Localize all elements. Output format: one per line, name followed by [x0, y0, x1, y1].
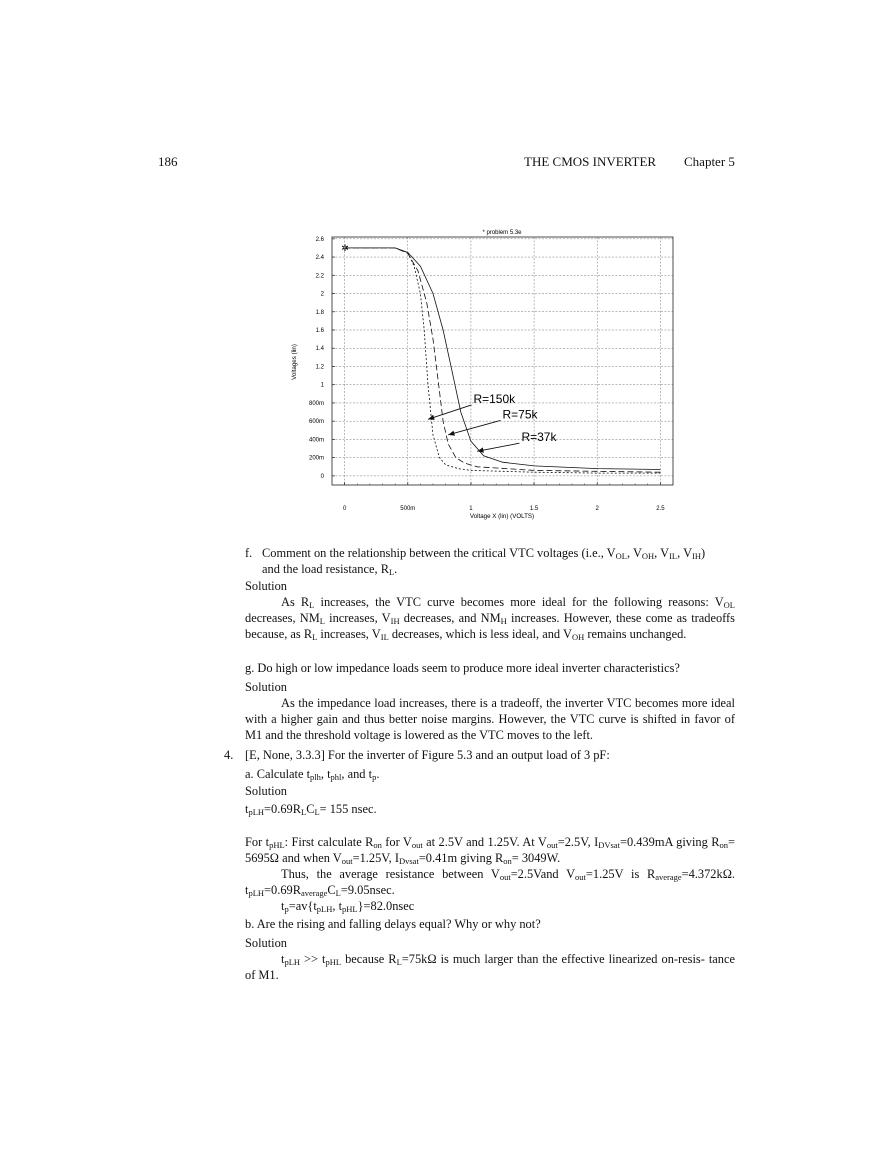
series-line-3	[345, 248, 661, 470]
annotation-arrow-3	[477, 443, 519, 451]
series-line-2	[345, 248, 661, 472]
chapter-label: Chapter 5	[684, 154, 735, 169]
sub: pHL	[325, 957, 342, 967]
tplh-equation	[245, 801, 377, 817]
sub: out	[499, 872, 511, 882]
text: }=82.0nsec	[357, 899, 415, 913]
text: : First calculate R	[284, 835, 374, 849]
text: =75kΩ is much larger than the effective linearized on-resis- tance of M1.	[245, 952, 735, 983]
text: = 155 nsec.	[319, 802, 377, 816]
sub: L	[388, 567, 395, 578]
y-tick-label: 2.2	[315, 273, 324, 280]
page-number: 186	[158, 154, 178, 169]
text: Thus, the average resistance between V	[281, 867, 500, 881]
average-resistance	[245, 866, 735, 898]
text: =0.69R	[264, 802, 301, 816]
text: =0.41m giving R	[418, 851, 504, 866]
text: =9.05nsec.	[340, 883, 395, 898]
sub: L	[309, 600, 315, 610]
text: = 3049W.	[511, 851, 561, 866]
text: For t	[245, 835, 270, 849]
sub: Dvsat	[398, 856, 419, 867]
annotation-arrow-1	[428, 405, 471, 419]
sub: on	[373, 840, 382, 850]
text: a. Calculate t	[245, 767, 311, 781]
problem-4-number: 4.	[224, 748, 234, 762]
solution-heading-3: Solution	[245, 784, 287, 798]
sub: IH	[390, 616, 400, 627]
text: =2.5V, I	[557, 835, 599, 849]
sub: OH	[571, 632, 585, 643]
solution-heading-2: Solution	[245, 680, 287, 694]
sub: p	[284, 904, 289, 914]
sub: out	[546, 840, 558, 850]
text: =2.5Vand V	[510, 867, 576, 881]
text: =0.439mA giving R	[619, 835, 720, 849]
question-f	[245, 545, 735, 577]
text: t	[281, 899, 285, 913]
sub: pHL	[269, 840, 285, 850]
text: .	[394, 562, 398, 577]
running-title: THE CMOS INVERTER	[524, 154, 657, 169]
text: and the load resistance, R	[262, 562, 389, 577]
text: remains unchanged.	[584, 627, 687, 642]
y-tick-label: 200m	[308, 455, 324, 462]
text: increases, V	[324, 611, 391, 626]
text: C	[306, 802, 315, 816]
sub: OH	[641, 551, 655, 561]
text: , V	[626, 546, 642, 560]
sub: p	[372, 772, 377, 782]
annotation-label-1: R=150k	[473, 391, 516, 406]
text: decreases, which is less ideal, and V	[388, 627, 572, 642]
question-g: g. Do high or low impedance loads seem to produce more ideal inverter characteristics?	[245, 661, 680, 675]
sub: pLH	[316, 904, 333, 914]
chart-series	[341, 243, 660, 473]
sub: IL	[669, 551, 678, 561]
sub: on	[719, 840, 728, 850]
sub: IL	[380, 632, 389, 643]
text: >> t	[300, 952, 326, 966]
text: =1.25V, I	[352, 851, 399, 866]
text: =0.69R	[264, 883, 301, 898]
question-b: b. Are the rising and falling delays equal? Why or why not?	[245, 917, 541, 931]
sub: out	[575, 872, 586, 882]
sub: L	[396, 957, 402, 967]
sub: L	[319, 616, 325, 627]
sub: L	[335, 888, 341, 899]
solution-heading-1: Solution	[245, 579, 287, 593]
vtc-chart-svg	[280, 226, 680, 522]
chart-grid	[332, 237, 673, 485]
sub: L	[312, 632, 318, 643]
text: increases, the VTC curve becomes more ideal for the following reasons: V	[314, 595, 724, 609]
sub: pHL	[342, 904, 358, 914]
x-tick-label: 500m	[400, 506, 416, 512]
annotation-arrow-2	[448, 420, 500, 434]
text: increases. However, these come as tradeoffs because, as R	[245, 611, 736, 642]
x-tick-label: 1	[469, 506, 473, 512]
sub: DVsat	[598, 840, 620, 850]
text: =4.372kΩ. t	[245, 867, 736, 898]
text: because R	[341, 952, 397, 966]
tphl-calculation	[245, 834, 735, 866]
tp-equation	[281, 898, 414, 914]
y-tick-label: 0	[320, 473, 324, 480]
chart-ylabel: Voltages (lin)	[291, 344, 298, 380]
annotation-label-3: R=37k	[521, 430, 557, 445]
answer-b	[245, 951, 735, 983]
sub: OL	[723, 600, 735, 610]
y-tick-label: 400m	[308, 437, 324, 444]
text: , t	[332, 899, 343, 913]
y-tick-label: 1.8	[315, 309, 324, 316]
y-tick-label: 1.6	[315, 328, 324, 334]
annotation-label-2: R=75k	[502, 407, 538, 422]
text: , t	[320, 767, 331, 781]
text: = 5695Ω and when V	[245, 835, 735, 866]
text: =av{t	[288, 899, 317, 913]
sub: average	[655, 872, 682, 882]
text: .	[376, 767, 380, 781]
y-tick-label: 600m	[308, 419, 324, 426]
text: decreases, and NM	[399, 611, 501, 626]
text: t	[245, 802, 249, 816]
text: increases, V	[317, 627, 381, 642]
problem-4-text: [E, None, 3.3.3] For the inverter of Figure 5.3 and an output load of 3 pF:	[245, 748, 610, 762]
chart-xlabel: Voltage X (lin) (VOLTS)	[469, 513, 535, 520]
answer-g: As the impedance load increases, there is a tradeoff, the inverter VTC becomes more ideal with a higher gain and thus better noise margins. However, the VTC curve is shifted in favor of M1 and the threshold voltage is lowered as the VTC moves to the left.	[245, 696, 735, 743]
y-tick-label: 2.4	[315, 255, 324, 262]
text: As R	[281, 595, 310, 609]
y-tick-label: 1.2	[315, 364, 324, 371]
x-tick-label: 2	[595, 506, 599, 512]
question-f-label: f.	[245, 546, 253, 560]
plot-frame	[332, 237, 673, 485]
solution-heading-4: Solution	[245, 936, 287, 950]
vtc-chart	[280, 226, 680, 522]
text: decreases, NM	[245, 611, 320, 626]
sub: plh	[310, 772, 321, 782]
sub: pLH	[248, 888, 265, 899]
y-tick-label: 2.6	[315, 236, 324, 243]
start-marker: ✲	[341, 242, 349, 253]
text: for V	[381, 835, 412, 849]
sub: H	[500, 616, 507, 627]
y-tick-label: 1.4	[315, 346, 324, 353]
text: , V	[654, 546, 670, 560]
x-tick-label: 2.5	[656, 506, 665, 512]
sub: phl	[330, 772, 342, 782]
sub: average	[300, 888, 328, 899]
sub: L	[314, 807, 320, 817]
sub: L	[300, 807, 307, 817]
chart-title: * problem 5.3e	[482, 230, 522, 236]
question-a	[245, 766, 379, 782]
text: t	[281, 952, 285, 966]
text: Comment on the relationship between the critical VTC voltages (i.e., V	[262, 546, 616, 560]
answer-f	[245, 594, 735, 643]
chart-annotations	[428, 392, 557, 451]
sub: out	[411, 840, 423, 850]
text: C	[327, 883, 336, 898]
sub: on	[503, 856, 512, 867]
sub: IH	[692, 551, 702, 561]
y-tick-label: 800m	[308, 400, 324, 407]
sub: pLH	[248, 807, 265, 817]
sub: pLH	[284, 957, 301, 967]
x-tick-label: 0	[342, 506, 347, 512]
text: =1.25V is R	[585, 867, 656, 881]
sub: out	[341, 856, 353, 867]
text: , V	[677, 546, 693, 560]
text: at 2.5V and 1.25V. At V	[422, 835, 547, 849]
text: , and t	[341, 767, 373, 781]
y-tick-label: 1	[320, 382, 324, 389]
y-tick-label: 2	[320, 291, 324, 298]
text: )	[701, 546, 706, 560]
x-tick-label: 1.5	[529, 506, 539, 512]
sub: OL	[615, 551, 627, 561]
